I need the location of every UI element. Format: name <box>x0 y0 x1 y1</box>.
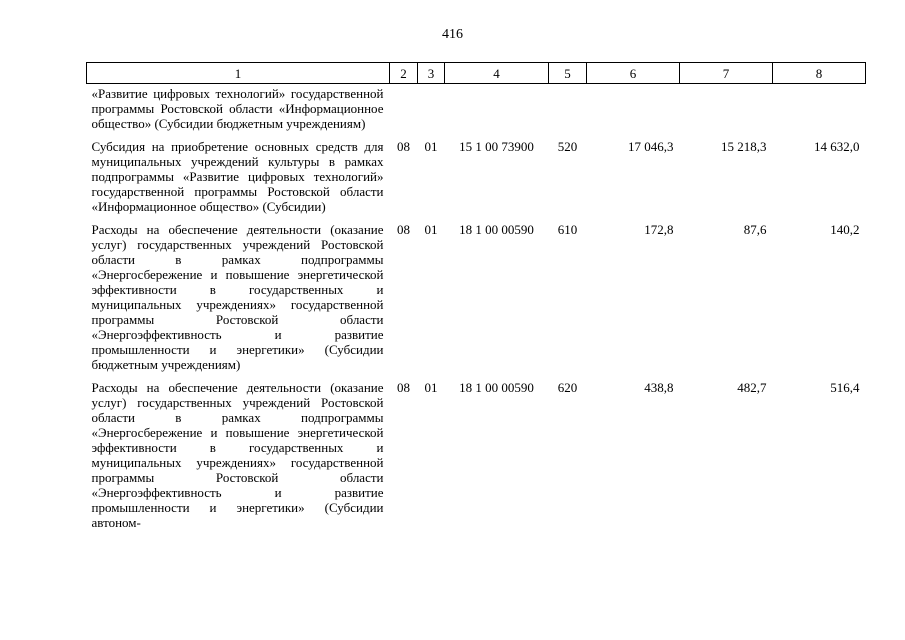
row-amount-1 <box>587 84 680 138</box>
row-amount-3: 14 632,0 <box>814 139 860 154</box>
table-header <box>87 63 866 84</box>
column-header-4: 4 <box>445 63 549 84</box>
column-header-5: 5 <box>549 63 587 84</box>
row-target-article <box>445 84 549 138</box>
row-subsection <box>418 84 445 138</box>
row-section: 08 <box>397 222 410 237</box>
row-section <box>390 84 418 138</box>
table-row <box>87 378 866 536</box>
row-expense-type: 610 <box>557 222 578 237</box>
row-subsection: 01 <box>424 380 438 395</box>
row-amount-2 <box>680 84 773 138</box>
row-expense-type: 620 <box>557 380 578 395</box>
row-description: Расходы на обеспечение деятельности (оказание услуг) государственных учреждений Ростовской области в рамках подпрограммы «Энергосбережение и повышение энергетической эффективности в государственных и муниципальных учреждениях» государственной программы Ростовской области «Энергоэффективность и развитие промышленности и энергетики» (Субсидии бюджетным учреждениям) <box>91 222 384 372</box>
row-amount-2: 87,6 <box>743 222 767 237</box>
table-row <box>87 137 866 220</box>
row-description: Субсидия на приобретение основных средств для муниципальных учреждений культуры в рамках подпрограммы «Развитие цифровых технологий» государственной программы Ростовской области «Информационное общество» (Субсидии) <box>91 139 384 214</box>
row-target-article: 15 1 00 73900 <box>459 139 534 154</box>
row-amount-2: 15 218,3 <box>721 139 767 154</box>
row-description: «Развитие цифровых технологий» государственной программы Ростовской области «Информационное общество» (Субсидии бюджетным учреждениям) <box>91 86 384 131</box>
row-amount-3: 140,2 <box>830 222 860 237</box>
row-amount-1: 17 046,3 <box>628 139 674 154</box>
row-amount-2: 482,7 <box>737 380 767 395</box>
row-description: Расходы на обеспечение деятельности (оказание услуг) государственных учреждений Ростовской области в рамках подпрограммы «Энергосбережение и повышение энергетической эффективности в государственных и муниципальных учреждениях» государственной программы Ростовской области «Энергоэффективность и развитие промышленности и энергетики» (Субсидии автоном- <box>91 380 384 530</box>
row-target-article: 18 1 00 00590 <box>459 222 534 237</box>
row-amount-1: 438,8 <box>644 380 674 395</box>
table-body <box>87 84 866 537</box>
table-row <box>87 220 866 378</box>
row-subsection: 01 <box>424 139 438 154</box>
budget-table <box>86 62 866 536</box>
row-expense-type: 520 <box>557 139 578 154</box>
column-header-8: 8 <box>773 63 866 84</box>
page-number: 416 <box>442 27 463 42</box>
row-subsection: 01 <box>424 222 438 237</box>
column-header-7: 7 <box>680 63 773 84</box>
header-row <box>87 63 866 84</box>
table-row <box>87 84 866 138</box>
row-section: 08 <box>397 380 410 395</box>
column-header-1: 1 <box>87 63 390 84</box>
row-section: 08 <box>397 139 410 154</box>
column-header-6: 6 <box>587 63 680 84</box>
column-header-3: 3 <box>418 63 445 84</box>
row-amount-3 <box>773 84 866 138</box>
column-header-2: 2 <box>390 63 418 84</box>
row-amount-3: 516,4 <box>830 380 860 395</box>
row-target-article: 18 1 00 00590 <box>459 380 534 395</box>
row-expense-type <box>549 84 587 138</box>
row-amount-1: 172,8 <box>644 222 674 237</box>
